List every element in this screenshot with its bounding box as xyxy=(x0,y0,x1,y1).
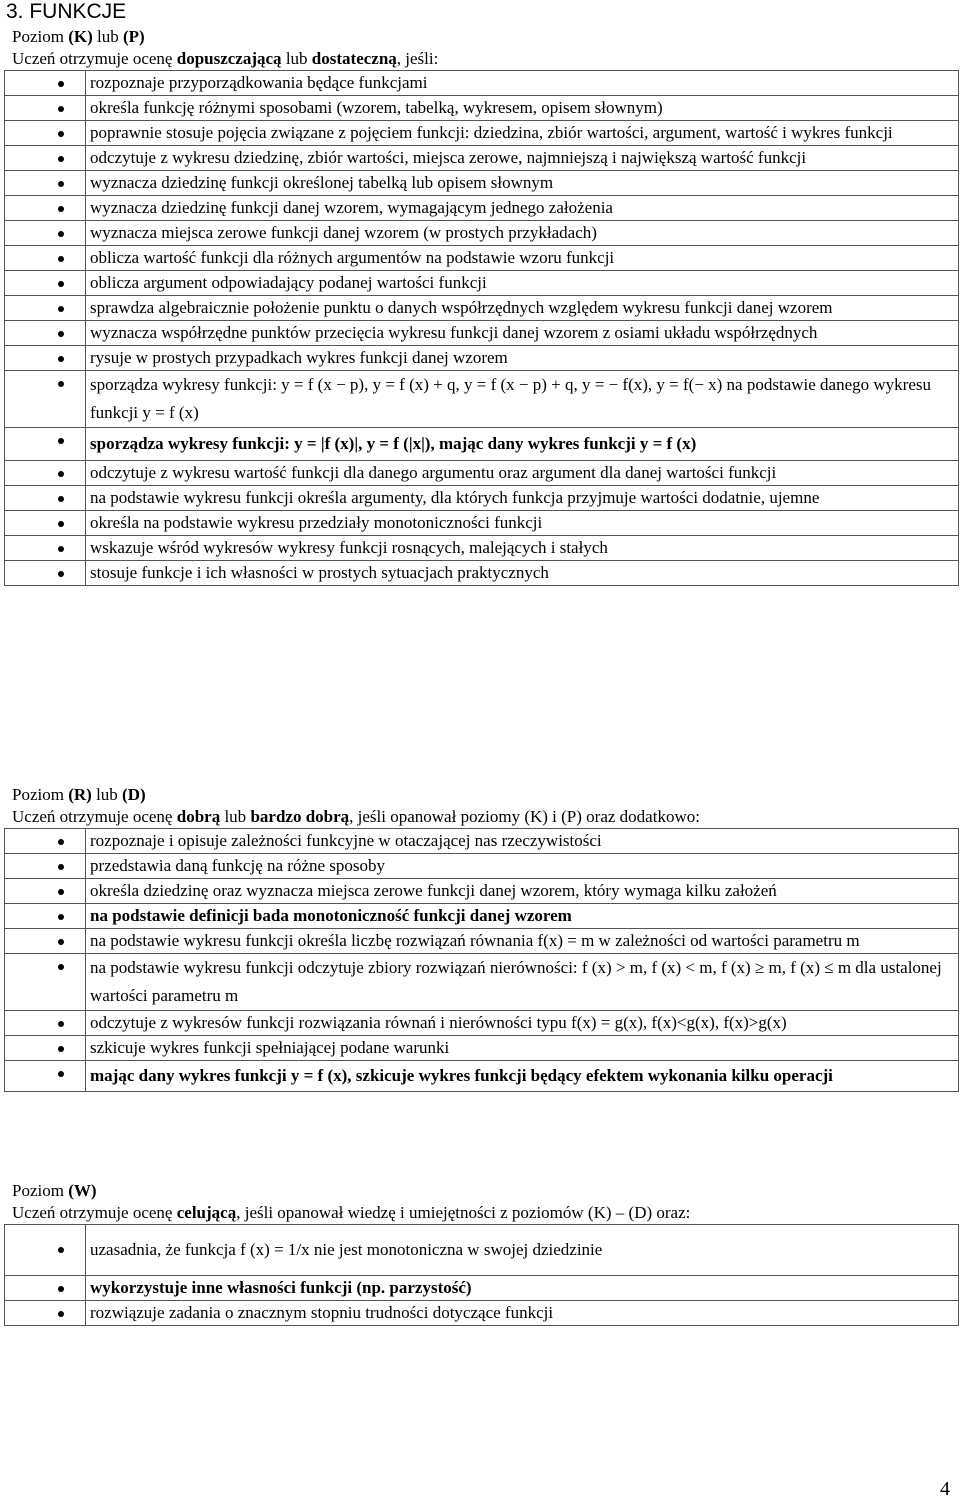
criterion-text: odczytuje z wykresów funkcji rozwiązania równań i nierówności typu f(x) = g(x), f(x)<g(x), f(x)>g(x) xyxy=(86,1011,959,1036)
table-row xyxy=(5,511,959,536)
grade-name: dopuszczającą xyxy=(176,49,282,68)
criterion-text: sporządza wykresy funkcji: y = |f (x)|, y = f (|x|), mając dany wykres funkcji y = f (x) xyxy=(86,428,959,461)
bullet-icon xyxy=(58,889,64,895)
criterion-text: wyznacza współrzędne punktów przecięcia wykresu funkcji danej wzorem z osiami układu współrzędnych xyxy=(86,321,959,346)
level-code: (P) xyxy=(122,27,145,46)
bullet-icon xyxy=(58,1046,64,1052)
bullet-icon xyxy=(58,839,64,845)
bullet-icon xyxy=(58,546,64,552)
table-row xyxy=(5,1225,959,1276)
criterion-text: przedstawia daną funkcję na różne sposoby xyxy=(86,854,959,879)
intro-text: Uczeń otrzymuje ocenę xyxy=(12,49,177,68)
table-row xyxy=(5,486,959,511)
bullet-icon xyxy=(58,1071,64,1077)
table-row xyxy=(5,271,959,296)
table-row xyxy=(5,246,959,271)
criterion-text: odczytuje z wykresu dziedzinę, zbiór wartości, miejsca zerowe, najmniejszą i największą wartość funkcji xyxy=(86,146,959,171)
bullet-icon xyxy=(58,914,64,920)
bullet-icon xyxy=(58,231,64,237)
table-row xyxy=(5,96,959,121)
criterion-text: wykorzystuje inne własności funkcji (np. parzystość) xyxy=(86,1276,959,1301)
bullet-icon xyxy=(58,571,64,577)
bullet-icon xyxy=(58,864,64,870)
page-number: 4 xyxy=(940,1478,950,1500)
bullet-icon xyxy=(58,1286,64,1292)
criterion-text: szkicuje wykres funkcji spełniającej podane warunki xyxy=(86,1036,959,1061)
criteria-table xyxy=(4,828,959,1092)
criterion-text: uzasadnia, że funkcja f (x) = 1/x nie jest monotoniczna w swojej dziedzinie xyxy=(86,1225,959,1276)
level-code: (W) xyxy=(68,1181,97,1200)
table-row xyxy=(5,1011,959,1036)
bullet-icon xyxy=(58,256,64,262)
table-row xyxy=(5,221,959,246)
level-intro xyxy=(0,806,959,828)
grade-name: dostateczną xyxy=(311,49,397,68)
intro-text: Uczeń otrzymuje ocenę xyxy=(12,1203,177,1222)
criterion-text: stosuje funkcje i ich własności w prostych sytuacjach praktycznych xyxy=(86,561,959,586)
bullet-icon xyxy=(58,306,64,312)
table-row xyxy=(5,954,959,1011)
bullet-icon xyxy=(58,496,64,502)
criterion-text: mając dany wykres funkcji y = f (x), szkicuje wykres funkcji będący efektem wykonania kilku operacji xyxy=(86,1061,959,1092)
level-code: (D) xyxy=(122,785,146,804)
criterion-text: odczytuje z wykresu wartość funkcji dla danego argumentu oraz argument dla danej wartości funkcji xyxy=(86,461,959,486)
level-heading-text: lub xyxy=(91,785,123,804)
section-w xyxy=(0,1180,959,1326)
table-row xyxy=(5,1036,959,1061)
table-row xyxy=(5,296,959,321)
table-row xyxy=(5,146,959,171)
table-row xyxy=(5,854,959,879)
page-title: 3. FUNKCJE xyxy=(6,0,127,23)
bullet-icon xyxy=(58,939,64,945)
criterion-text: rysuje w prostych przypadkach wykres funkcji danej wzorem xyxy=(86,346,959,371)
bullet-icon xyxy=(58,438,64,444)
level-heading xyxy=(0,1180,959,1202)
level-heading-text: Poziom xyxy=(12,785,69,804)
table-row xyxy=(5,71,959,96)
criteria-table xyxy=(4,1224,959,1326)
table-row xyxy=(5,171,959,196)
table-row xyxy=(5,904,959,929)
criterion-text: poprawnie stosuje pojęcia związane z pojęciem funkcji: dziedzina, zbiór wartości, argument, wartość i wykres funkcji xyxy=(86,121,959,146)
bullet-icon xyxy=(58,81,64,87)
level-heading-text: Poziom xyxy=(12,1181,69,1200)
criterion-text: na podstawie wykresu funkcji określa argumenty, dla których funkcja przyjmuje wartości dodatnie, ujemne xyxy=(86,486,959,511)
bullet-icon xyxy=(58,356,64,362)
criterion-text: wyznacza miejsca zerowe funkcji danej wzorem (w prostych przykładach) xyxy=(86,221,959,246)
table-row xyxy=(5,196,959,221)
bullet-icon xyxy=(58,156,64,162)
level-heading xyxy=(0,26,959,48)
criterion-text: na podstawie wykresu funkcji określa liczbę rozwiązań równania f(x) = m w zależności od wartości parametru m xyxy=(86,929,959,954)
table-row xyxy=(5,461,959,486)
table-row xyxy=(5,1061,959,1092)
criteria-table xyxy=(4,70,959,586)
intro-text: , jeśli: xyxy=(396,49,439,68)
table-row xyxy=(5,536,959,561)
table-row xyxy=(5,561,959,586)
table-row xyxy=(5,428,959,461)
criterion-text: rozwiązuje zadania o znacznym stopniu trudności dotyczące funkcji xyxy=(86,1301,959,1326)
intro-text: lub xyxy=(281,49,312,68)
bullet-icon xyxy=(58,471,64,477)
criterion-text: sprawdza algebraicznie położenie punktu o danych współrzędnych względem wykresu funkcji danej wzorem xyxy=(86,296,959,321)
level-heading xyxy=(0,784,959,806)
bullet-icon xyxy=(58,206,64,212)
section-k-p xyxy=(0,26,959,586)
bullet-icon xyxy=(58,106,64,112)
criterion-text: wyznacza dziedzinę funkcji określonej tabelką lub opisem słownym xyxy=(86,171,959,196)
table-row xyxy=(5,371,959,428)
criterion-text: sporządza wykresy funkcji: y = f (x − p), y = f (x) + q, y = f (x − p) + q, y = − f(x), y = f(− x) na podstawie danego wykresu funkcji y = f (x) xyxy=(86,371,959,428)
grade-name: bardzo dobrą xyxy=(250,807,350,826)
level-heading-text: Poziom xyxy=(12,27,69,46)
bullet-icon xyxy=(58,521,64,527)
intro-text: , jeśli opanował wiedzę i umiejętności z poziomów (K) – (D) oraz: xyxy=(236,1203,691,1222)
criterion-text: rozpoznaje i opisuje zależności funkcyjne w otaczającej nas rzeczywistości xyxy=(86,829,959,854)
table-row xyxy=(5,346,959,371)
grade-name: dobrą xyxy=(176,807,221,826)
criterion-text: oblicza wartość funkcji dla różnych argumentów na podstawie wzoru funkcji xyxy=(86,246,959,271)
criterion-text: wyznacza dziedzinę funkcji danej wzorem, wymagającym jednego założenia xyxy=(86,196,959,221)
intro-text: lub xyxy=(220,807,251,826)
bullet-icon xyxy=(58,131,64,137)
intro-text: Uczeń otrzymuje ocenę xyxy=(12,807,177,826)
table-row xyxy=(5,1276,959,1301)
bullet-icon xyxy=(58,964,64,970)
level-code: (R) xyxy=(68,785,92,804)
table-row xyxy=(5,321,959,346)
criterion-text: oblicza argument odpowiadający podanej wartości funkcji xyxy=(86,271,959,296)
level-intro xyxy=(0,1202,959,1224)
criterion-text: określa dziedzinę oraz wyznacza miejsca zerowe funkcji danej wzorem, który wymaga kilku założeń xyxy=(86,879,959,904)
level-code: (K) xyxy=(68,27,93,46)
criterion-text: określa na podstawie wykresu przedziały monotoniczności funkcji xyxy=(86,511,959,536)
criterion-text: rozpoznaje przyporządkowania będące funkcjami xyxy=(86,71,959,96)
table-row xyxy=(5,929,959,954)
table-row xyxy=(5,1301,959,1326)
bullet-icon xyxy=(58,331,64,337)
level-intro xyxy=(0,48,959,70)
section-r-d xyxy=(0,784,959,1092)
bullet-icon xyxy=(58,181,64,187)
table-row xyxy=(5,829,959,854)
grade-name: celującą xyxy=(176,1203,237,1222)
criterion-text: określa funkcję różnymi sposobami (wzorem, tabelką, wykresem, opisem słownym) xyxy=(86,96,959,121)
intro-text: , jeśli opanował poziomy (K) i (P) oraz dodatkowo: xyxy=(349,807,700,826)
table-row xyxy=(5,121,959,146)
bullet-icon xyxy=(58,381,64,387)
bullet-icon xyxy=(58,281,64,287)
criterion-text: na podstawie definicji bada monotoniczność funkcji danej wzorem xyxy=(86,904,959,929)
bullet-icon xyxy=(58,1311,64,1317)
criterion-text: wskazuje wśród wykresów wykresy funkcji rosnących, malejących i stałych xyxy=(86,536,959,561)
criterion-text: na podstawie wykresu funkcji odczytuje zbiory rozwiązań nierówności: f (x) > m, f (x) < m, f (x) ≥ m, f (x) ≤ m dla ustalonej wartości parametru m xyxy=(86,954,959,1011)
bullet-icon xyxy=(58,1021,64,1027)
table-row xyxy=(5,879,959,904)
bullet-icon xyxy=(58,1247,64,1253)
level-heading-text: lub xyxy=(92,27,123,46)
